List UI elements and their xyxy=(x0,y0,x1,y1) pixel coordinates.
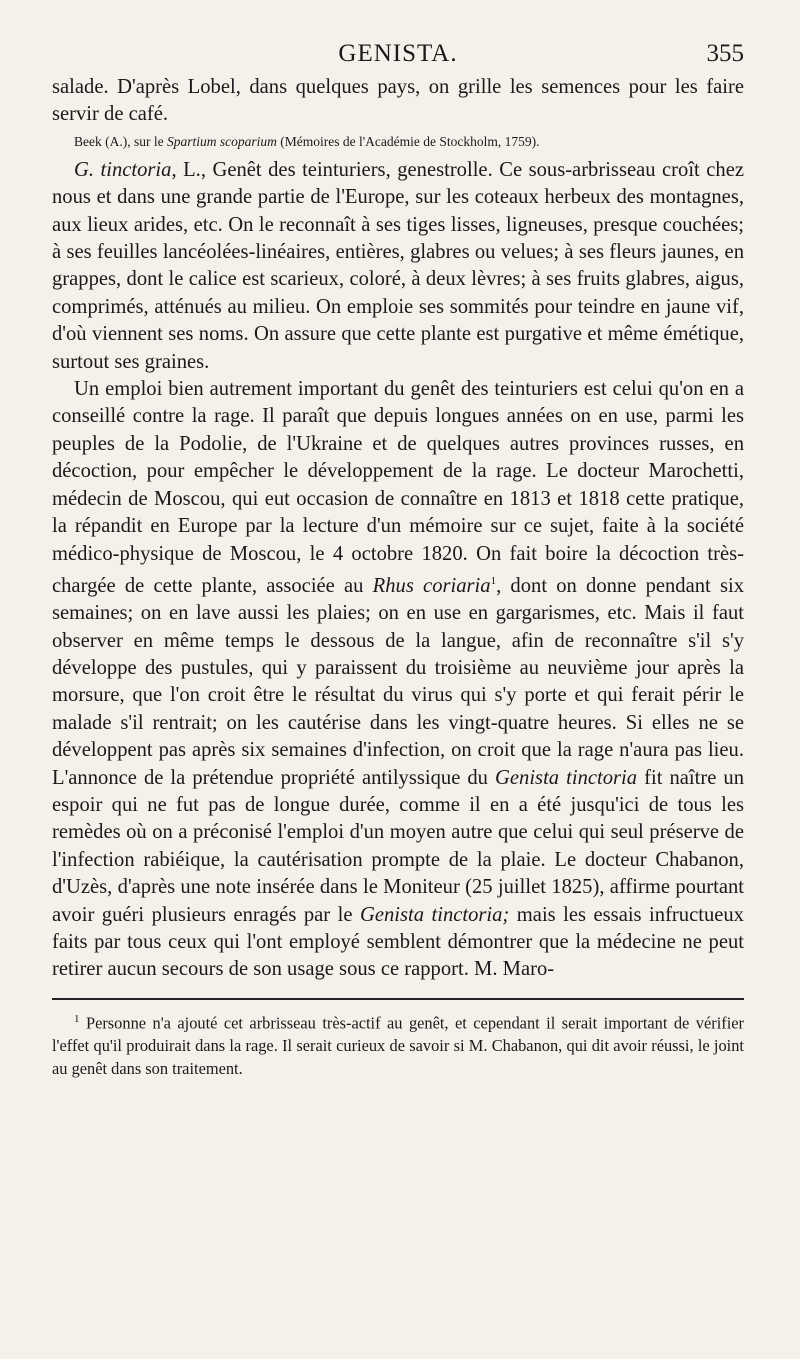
genista-tinctoria-1: Genista tinctoria xyxy=(495,766,638,789)
paragraph-tinctoria xyxy=(52,157,744,376)
rage-text-d: mais les essais infructueux faits par tous ceux qui l'ont employé semblent démontrer que la médecine ne peut retirer aucun secours de son usage sous ce rapport. M. Maro- xyxy=(52,903,744,981)
main-text xyxy=(52,74,744,984)
footnote-text xyxy=(52,1008,744,1080)
footnote-mark: 1 xyxy=(74,1012,80,1025)
running-title: GENISTA. xyxy=(338,40,458,67)
footnote xyxy=(52,1008,744,1080)
footnote-ref: 1 xyxy=(490,574,497,587)
paragraph-rage xyxy=(52,376,744,984)
running-header xyxy=(52,34,744,74)
species-name: G. tinctoria xyxy=(74,158,172,181)
rage-text-c: fit naître un espoir qui ne fut pas de longue durée, comme il en a été jusqu'ici de tous les remèdes où on a préconisé l'emploi d'un moyen autre que celui qui seul préserve de l'infection rabiéique, la cautérisation prompte de la plaie. Le docteur Chabanon, d'Uzès, d'après une note insérée dans le Moniteur (25 juillet 1825), affirme pourtant avoir guéri plusieurs enragés par le xyxy=(52,766,744,926)
species-description: , L., Genêt des teinturiers, genestrolle. Ce sous-arbrisseau croît chez nous et dans une grande partie de l'Europe, sur les coteaux herbeux des montagnes, aux lieux arides, etc. On le reconnaît à ses tiges lisses, ligneuses, presque couchées; à ses feuilles lancéolées-linéaires, entières, glabres ou velues; à ses fleurs jaunes, en grappes, dont le calice est scarieux, coloré, à deux lèvres; à ses fruits glabres, aigus, comprimés, atténués au milieu. On emploie ses sommités pour teindre en jaune vif, d'où viennent ses noms. On assure que cette plante est purgative et même émétique, surtout ses graines. xyxy=(52,158,744,373)
footnote-divider xyxy=(52,998,744,1000)
ref-author: Beek (A.), sur le xyxy=(74,133,167,149)
rhus-coriaria: Rhus coriaria xyxy=(372,574,491,597)
rage-text-a: Un emploi bien autrement important du genêt des teinturiers est celui qu'on en a conseillé contre la rage. Il paraît que depuis longues années on en use, parmi les peuples de la Podolie, de l'Ukraine et de quelques autres provinces russes, en décoction, pour empêcher le développement de la rage. Le docteur Marochetti, médecin de Moscou, qui eut occasion de connaître en 1813 et 1818 cette pratique, la répandit en Europe par la lecture d'un mémoire sur ce sujet, faite à la société médico-physique de Moscou, le 4 octobre 1820. On fait boire la décoction très-chargée de cette plante, associée au xyxy=(52,378,744,597)
footnote-body: Personne n'a ajouté cet arbrisseau très-actif au genêt, et cependant il serait important de vérifier l'effet qu'il produirait dans la rage. Il serait curieux de savoir si M. Chabanon, qui dit avoir réussi, le joint au genêt dans son traitement. xyxy=(52,1013,744,1079)
paragraph-salade: salade. D'après Lobel, dans quelques pays, on grille les semences pour les faire servir de café. xyxy=(52,76,744,126)
ref-rest: (Mémoires de l'Académie de Stockholm, 1759). xyxy=(276,133,540,149)
genista-tinctoria-2: Genista tinctoria; xyxy=(359,903,510,926)
page-number: 355 xyxy=(706,40,744,67)
rage-text-b: , dont on donne pendant six semaines; on en lave aussi les plaies; on en use en gargarismes, etc. Mais il faut observer en même temps le dessous de la langue, afin de reconnaître s'il s'y développe des pustules, qui y paraissent du troisième au neuvième jour après la morsure, que l'on croit être le résultat du virus qui s'y porte et qui ferait périr le malade s'il rentrait; on les cautérise dans les vingt-quatre heures. Si elles ne se développent pas après six semaines d'infection, on croit que la rage n'aura pas lieu. L'annonce de la prétendue propriété antilyssique du xyxy=(52,574,744,789)
bibliographic-reference xyxy=(52,131,744,153)
ref-title: Spartium scoparium xyxy=(166,133,277,149)
